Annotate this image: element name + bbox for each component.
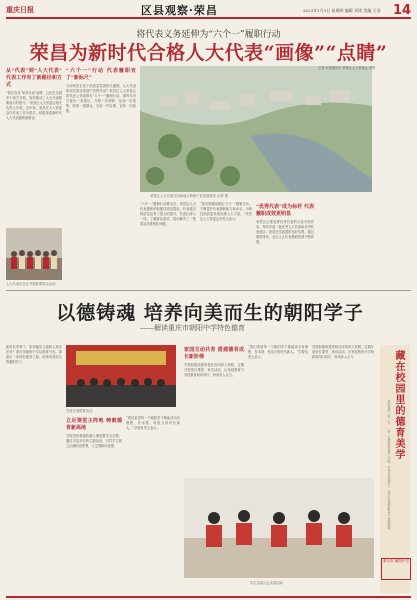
sidebar-title: 藏在校园里的德育美学: [393, 350, 404, 460]
article1-col1: [6, 66, 62, 226]
article2-subtitle: ——解读重庆市朝阳中学特色德育: [140, 324, 245, 332]
page-number: 14: [393, 2, 412, 18]
photo-students-class: [184, 478, 374, 578]
article2-col3-text: 学校积极构建家校社协同育人机制，定期开展家长课堂、家访活动，让家庭教育与学校教育同向同行，形成育人合力。: [184, 363, 244, 377]
section-divider: [6, 290, 411, 291]
masthead: [6, 3, 411, 19]
article2-col2b-text: “我们希望每一个朝阳学子都能成为有理想、有本领、有担当的时代新人。”学校负责人表示。: [126, 416, 180, 430]
article2-headline: 以德铸魂 培养向美而生的朝阳学子: [56, 302, 364, 324]
article1-subhead-2: “六个一”行动 代表履职有了“新标尺”: [66, 68, 136, 81]
article2-col3: [184, 345, 244, 473]
article2-col4-text: “我们希望每一个朝阳学子都能成为有理想、有本领、有担当的时代新人。”学校负责人表示。: [248, 345, 308, 359]
article2-col5-text: 学校积极构建家校社协同育人机制，定期开展家长课堂、家访活动，让家庭教育与学校教育同向同行，形成育人合力。: [312, 345, 374, 359]
article1-col1-text: “我们宣传‘荣昌代表’品牌，已经在全国多个地方开展，有效推动了人大代表履职能力的提升。”荣昌区人大常委会相关负责人介绍，近年来，荣昌区人大常委会以代表工作为抓手，积极探索新时代人大代表履职新路径。: [6, 91, 62, 120]
issue-info: 2023年1月5日 星期四 编辑 刘琦 美编 王浩: [303, 7, 381, 13]
article2-col4: [248, 345, 308, 473]
article2-col1-text: 新时代背景下，如何落实立德树人根本任务？重庆市朝阳中学以德育为先，探索出一条特色德育之路，培养向美而生的朝阳学子。: [6, 345, 62, 364]
article1-col3: [140, 202, 196, 278]
article1-col5-text: 荣昌区注重发挥优秀代表的示范引领作用，每年评选一批优秀人大代表和优秀代表建议，营造比学赶超的良好氛围。通过典型带动，全区人大代表履职热情不断高涨。: [256, 220, 314, 244]
footer-strip: [6, 596, 411, 598]
article1-headline: 荣昌为新时代合格人大代表“画像”“点睛”: [29, 42, 388, 64]
article1-subhead-3: “优秀代表”成为标杆 代表履职成效更明显: [256, 204, 314, 217]
article1-col6-text: 记者 本报通讯员 荣昌区人大常委会 供图: [318, 66, 376, 70]
article2-col5: [312, 345, 374, 473]
article1-col3-text: “六个一”履职行动推出后，荣昌区人大代表履职的积极性明显提高，代表建议的质量也有了很大的提升。代表们深入一线，了解群众需求，推动解决了一批群众急难愁盼问题。: [140, 202, 196, 226]
article2-col2b: [126, 416, 180, 593]
article2-col1: [6, 345, 62, 593]
article1-col4-text: “我们将继续深化‘六个一’履职行动，不断提升代表履职能力和水平，为荣昌高质量发展贡献人大力量。”荣昌区人大常委会负责人表示。: [200, 202, 252, 221]
article1-subhead-1: 从“代表”到“人大代表” 代表工作有了新路径和方式: [6, 68, 62, 88]
article2-subhead-2: 家园互动共育 搭建德育成长新阶梯: [184, 347, 244, 360]
article1-col2: [66, 66, 136, 278]
article2-col2: [66, 416, 122, 593]
article1-col5: [256, 202, 314, 278]
article1-col4: [200, 202, 252, 278]
newspaper-logo: 重庆日报: [6, 5, 34, 14]
article2-col2-text: 学校坚持将德育融入课堂教学全过程，通过丰富多彩的主题活动，引导学生树立正确的世界观、人生观和价值观。: [66, 434, 122, 448]
article1-col2-text: 当前荣昌正处于高质量发展的关键期，人大代表如何在推动发展中发挥作用？荣昌区人大常委会将代表义务延伸为“六个一”履职行动，即每年至少提出一条建议、开展一次调研、参加一次视察、联系一批群众、办好一件实事、宣传一次政策。: [66, 84, 136, 113]
article1-col6: [318, 66, 411, 278]
photo2-caption: 荣昌区人大代表在田间地头调研产业发展情况 记者 摄: [150, 194, 228, 198]
school-stamp: 重庆市 朝阳中学: [381, 558, 411, 580]
photo-students-event: [66, 345, 176, 407]
photo4-caption: 学生参加社会实践活动: [250, 581, 283, 585]
article1-kicker: 将代表义务延伸为“六个一”履职行动: [136, 30, 281, 40]
photo-group-representatives: [6, 228, 62, 280]
sidebar-text: 校园里的一草一木、一砖一瓦都承载着育人功能，学校以环境育人，让学生在潜移默化中受到熏陶。: [387, 400, 391, 532]
photo1-caption: 人大代表在社区开展联系群众活动: [6, 282, 56, 286]
section-title: 区县观察·荣昌: [141, 4, 218, 17]
article2-subhead-1: 立足课堂主阵地 铸就德育新高地: [66, 418, 122, 431]
photo3-caption: 学校开展德育活动: [66, 409, 93, 413]
